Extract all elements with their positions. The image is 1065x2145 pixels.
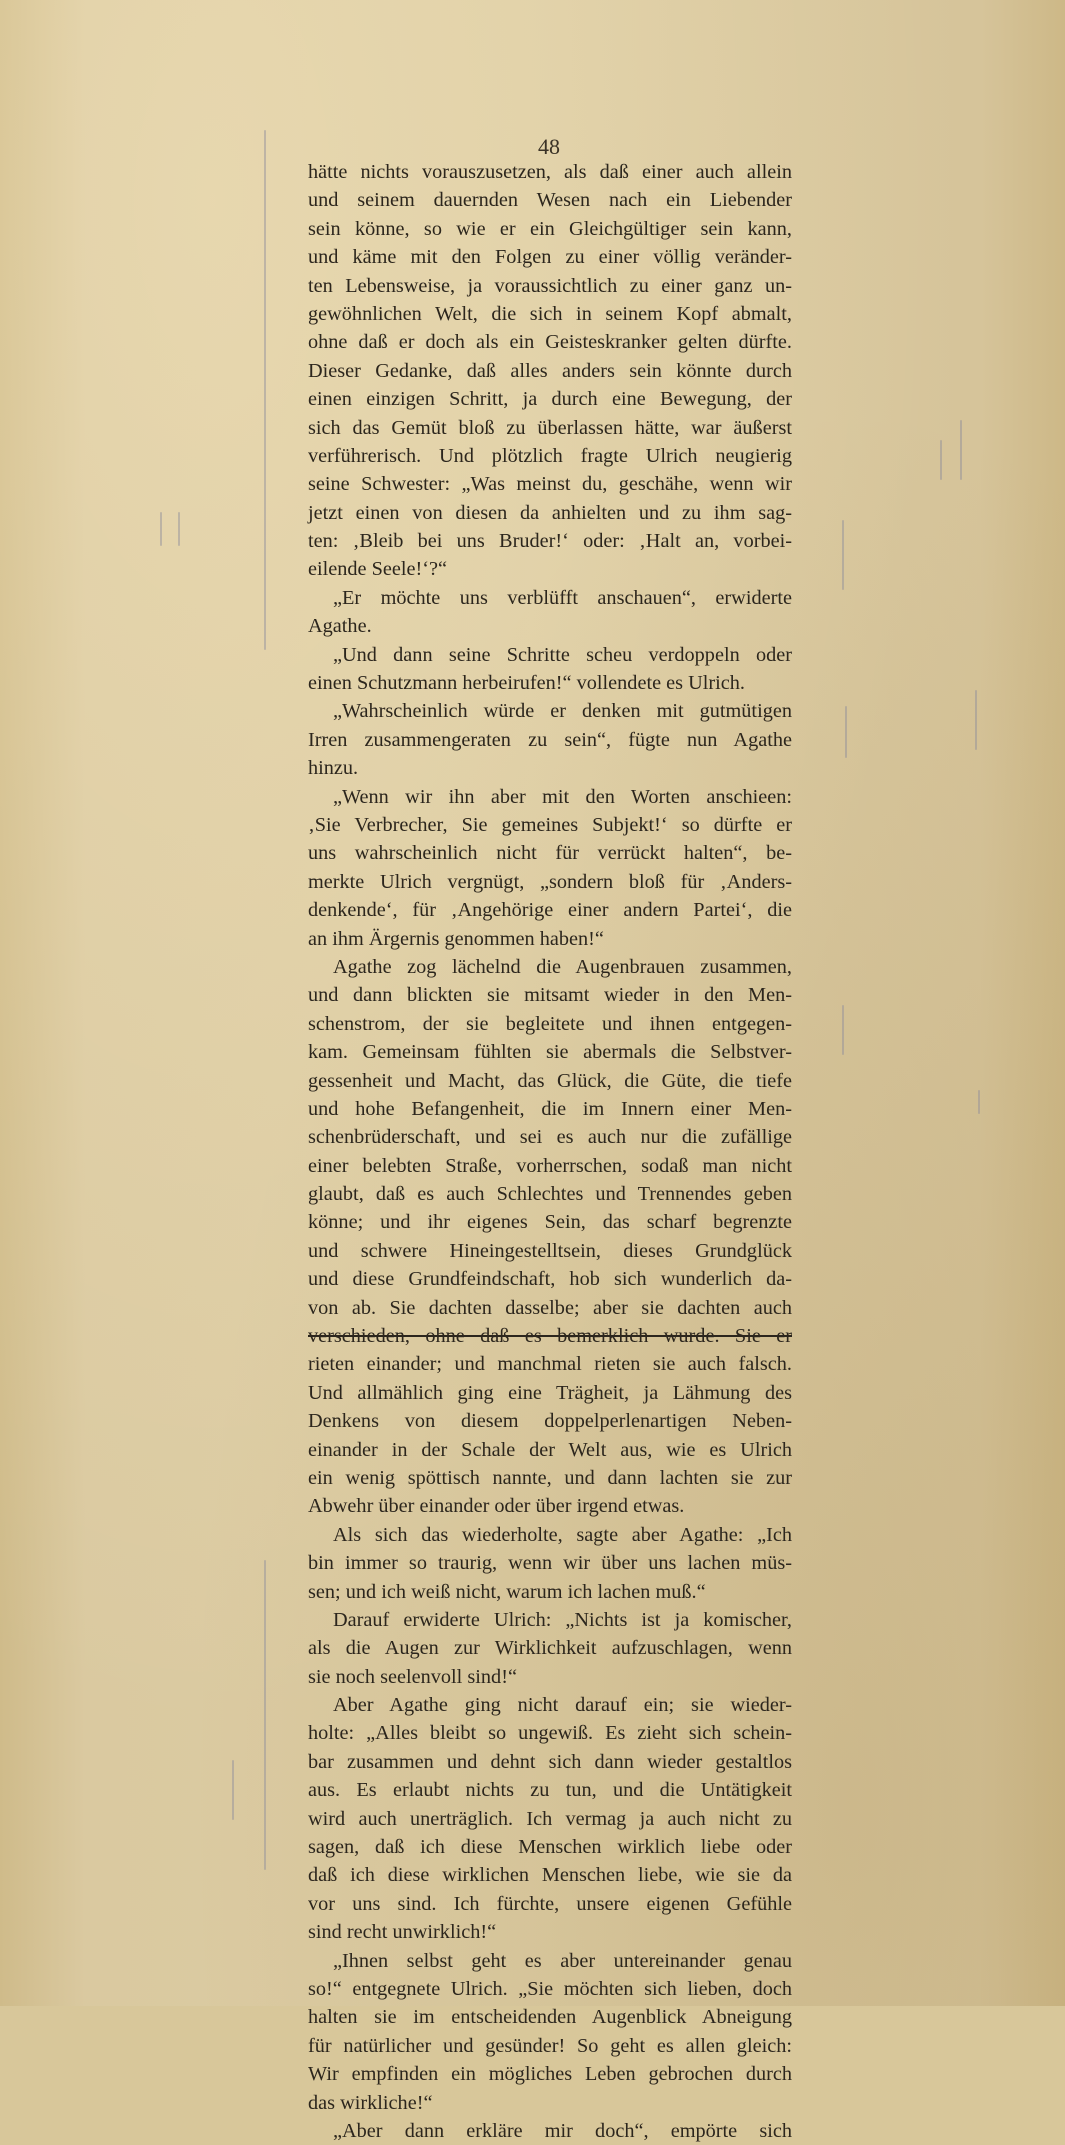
text-line-60: sagen, daß ich diese Menschen wirklich liebe oder: [308, 1836, 792, 1859]
text-line-41: von ab. Sie dachten dasselbe; aber sie dachten auch: [308, 1296, 792, 1319]
pencil-margin-line-right-1: [842, 520, 844, 590]
text-line-53: als die Augen zur Wirklichkeit aufzuschlagen, wenn: [308, 1637, 792, 1660]
text-line-47: ein wenig spöttisch nannte, und dann lachten sie zur: [308, 1466, 792, 1489]
text-line-59: wird auch unerträglich. Ich vermag ja auch nicht zu: [308, 1807, 792, 1830]
pencil-margin-line-right-5: [975, 690, 977, 750]
text-line-24: ‚Sie Verbrecher, Sie gemeines Subjekt!‘ so dürfte er: [308, 813, 792, 836]
pencil-margin-line-left-top: [264, 130, 266, 650]
text-line-19: einen Schutzmann herbeirufen!“ vollendete es Ulrich.: [308, 672, 745, 695]
pencil-margin-line-right-7: [940, 440, 942, 480]
text-line-38: könne; und ihr eigenes Sein, das scharf begrenzte: [308, 1211, 792, 1234]
text-line-68: Wir empfinden ein mögliches Leben gebrochen durch: [308, 2063, 792, 2086]
pencil-margin-line-left-bottom: [264, 1560, 266, 1870]
text-line-16: „Er möchte uns verblüfft anschauen“, erwiderte: [333, 586, 792, 609]
text-line-54: sie noch seelenvoll sind!“: [308, 1665, 517, 1688]
text-line-6: gewöhnlichen Welt, die sich in seinem Kopf abmalt,: [308, 302, 792, 325]
text-line-50: bin immer so traurig, wenn wir über uns lachen müs-: [308, 1552, 792, 1575]
text-line-18: „Und dann seine Schritte scheu verdoppeln oder: [333, 643, 792, 666]
text-line-27: denkende‘, für ‚Angehörige einer andern Partei‘, die: [308, 899, 792, 922]
text-line-44: Und allmählich ging eine Trägheit, ja Lähmung des: [308, 1381, 792, 1404]
text-line-33: gessenheit und Macht, das Glück, die Güte, die tiefe: [308, 1069, 792, 1092]
text-line-37: glaubt, daß es auch Schlechtes und Trennendes geben: [308, 1183, 792, 1206]
text-line-25: uns wahrscheinlich nicht für verrückt halten“, be-: [308, 842, 792, 865]
text-line-15: eilende Seele!‘?“: [308, 558, 448, 581]
text-line-30: und dann blickten sie mitsamt wieder in den Men-: [308, 984, 792, 1007]
text-line-34: und hohe Befangenheit, die im Innern einer Men-: [308, 1097, 792, 1120]
pencil-margin-line-right-4: [960, 420, 962, 480]
text-line-12: seine Schwester: „Was meinst du, geschähe, wenn wir: [308, 473, 792, 496]
text-line-46: einander in der Schale der Welt aus, wie es Ulrich: [308, 1438, 792, 1461]
text-line-61: daß ich diese wirklichen Menschen liebe, wie sie da: [308, 1864, 792, 1887]
text-line-31: schenstrom, der sie begleitete und ihnen entgegen-: [308, 1012, 792, 1035]
text-line-32: kam. Gemeinsam fühlten sie abermals die Selbstver-: [308, 1041, 792, 1064]
text-line-49: Als sich das wiederholte, sagte aber Agathe: „Ich: [333, 1523, 792, 1546]
text-line-8: Dieser Gedanke, daß alles anders sein könnte durch: [308, 359, 792, 382]
text-line-29: Agathe zog lächelnd die Augenbrauen zusammen,: [333, 955, 792, 978]
text-line-9: einen einzigen Schritt, ja durch eine Bewegung, der: [308, 388, 792, 411]
text-line-45: Denkens von diesem doppelperlenartigen Neben-: [308, 1410, 792, 1433]
pencil-margin-line-right-2: [845, 706, 847, 758]
text-line-57: bar zusammen und dehnt sich dann wieder gestaltlos: [308, 1750, 792, 1773]
text-line-42-struck: verschieden, ohne daß es bemerklich wurde. Sie er: [308, 1325, 792, 1348]
text-line-51: sen; und ich weiß nicht, warum ich lachen muß.“: [308, 1580, 706, 1603]
text-line-58: aus. Es erlaubt nichts zu tun, und die Untätigkeit: [308, 1779, 792, 1802]
text-line-3: sein könne, so wie er ein Gleichgültiger sein kann,: [308, 217, 792, 240]
text-line-4: und käme mit den Folgen zu einer völlig veränder-: [308, 246, 792, 269]
text-line-5: ten Lebensweise, ja voraussichtlich zu einer ganz un-: [308, 274, 792, 297]
text-line-2: und seinem dauernden Wesen nach ein Liebender: [308, 189, 792, 212]
pencil-margin-line-left-mid: [232, 1760, 234, 1820]
text-line-7: ohne daß er doch als ein Geisteskranker gelten dürfte.: [308, 331, 792, 354]
text-line-36: einer belebten Straße, vorherrschen, sodaß man nicht: [308, 1154, 792, 1177]
text-line-28: an ihm Ärgernis genommen haben!“: [308, 927, 604, 950]
text-line-22: hinzu.: [308, 757, 359, 780]
pencil-margin-line-right-6: [978, 1090, 980, 1114]
text-line-35: schenbrüderschaft, und sei es auch nur die zufällige: [308, 1126, 792, 1149]
text-line-69: das wirkliche!“: [308, 2091, 433, 2114]
text-line-17: Agathe.: [308, 615, 372, 638]
text-line-1: hätte nichts vorauszusetzen, als daß einer auch allein: [308, 161, 792, 183]
text-line-52: Darauf erwiderte Ulrich: „Nichts ist ja komischer,: [333, 1608, 792, 1631]
text-line-63: sind recht unwirklich!“: [308, 1921, 497, 1944]
text-line-55: Aber Agathe ging nicht darauf ein; sie wieder-: [333, 1694, 792, 1717]
body-text: [308, 158, 792, 2145]
text-line-66: halten sie im entscheidenden Augenblick Abneigung: [308, 2006, 792, 2029]
text-line-23: „Wenn wir ihn aber mit den Worten anschieen:: [333, 785, 792, 808]
text-line-39: und schwere Hineingestelltsein, dieses Grundglück: [308, 1239, 792, 1262]
text-line-48: Abwehr über einander oder über irgend etwas.: [308, 1495, 685, 1518]
text-line-64: „Ihnen selbst geht es aber untereinander genau: [333, 1949, 792, 1972]
pencil-margin-line-left-small: [160, 512, 162, 546]
text-line-21: Irren zusammengeraten zu sein“, fügte nun Agathe: [308, 728, 792, 751]
pencil-margin-line-right-3: [842, 1005, 844, 1055]
text-line-62: vor uns sind. Ich fürchte, unsere eigenen Gefühle: [308, 1892, 792, 1915]
text-line-70: „Aber dann erkläre mir doch“, empörte sich: [333, 2119, 792, 2142]
text-line-26: merkte Ulrich vergnügt, „sondern bloß für ‚Anders-: [308, 870, 792, 893]
text-line-67: für natürlicher und gesünder! So geht es allen gleich:: [308, 2034, 792, 2057]
text-line-40: und diese Grundfeindschaft, hob sich wunderlich da-: [308, 1268, 792, 1291]
pencil-margin-line-left-small-2: [178, 512, 180, 546]
text-line-56: holte: „Alles bleibt so ungewiß. Es zieht sich schein-: [308, 1722, 792, 1745]
text-line-65: so!“ entgegnete Ulrich. „Sie möchten sich lieben, doch: [308, 1978, 792, 2000]
text-line-13: jetzt einen von diesen da anhielten und zu ihm sag-: [308, 501, 792, 524]
page-number: 48: [538, 134, 560, 159]
text-line-10: sich das Gemüt bloß zu überlassen hätte, war äußerst: [308, 416, 792, 439]
text-line-14: ten: ‚Bleib bei uns Bruder!‘ oder: ‚Halt an, vorbei-: [308, 530, 792, 553]
text-line-11: verführerisch. Und plötzlich fragte Ulrich neugierig: [308, 444, 792, 467]
text-line-20: „Wahrscheinlich würde er denken mit gutmütigen: [333, 700, 792, 723]
text-line-43: rieten einander; und manchmal rieten sie auch falsch.: [308, 1353, 792, 1376]
